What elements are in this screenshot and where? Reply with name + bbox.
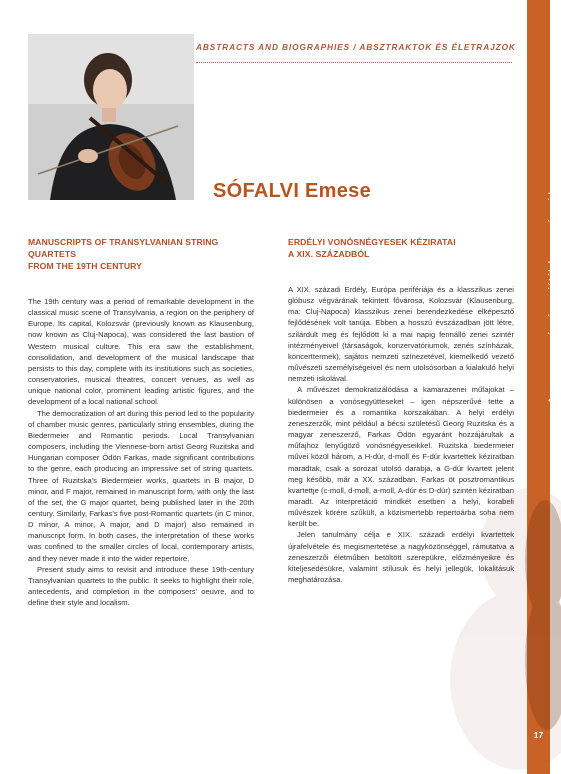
- header-rule: [196, 62, 512, 63]
- english-title: [28, 236, 254, 272]
- hungarian-paragraph-2: A művészet demokratizálódása a kamarazenei műfajokat – különösen a vonósegyütteseket – igen népszerűvé tette a biedermeier és a romantika korszakában. A helyi erdélyi zeneszerzők, mint például a bécsi születésű Georg Ruzitska és a magyar zeneszerző, Farkas Ödön egyaránt hozzájárultak a műfajhoz lenyűgöző vonósnégyeseikkel. Ruzitska biedermeier művei közül három, a H-dúr, d-moll és F-dúr kvartettek kéziratban maradtak, csak a sorozat utolsó darabja, a G-dúr kvartett jelent meg később, már a XX. században. Farkas öt posztromantikus kvartettje (c-moll, d-moll, a-moll, A-dúr és D-dúr) szintén kéziratban maradt. Az interpretáció mindkét esetben a helyi, korabeli művészek körére szűkült, a közismertebb repertoárba soha nem került be.: [288, 385, 514, 529]
- hungarian-paragraph-1: A XIX. századi Erdély, Európa perifériája és a klasszikus zenei glóbusz végvárának tekintett fővárosa, Kolozsvár (Klausenburg, ma: Cluj-Napoca) klasszikus zenei berendezkedése elképesztő fejlődésének volt tanúja. Ebben a hosszú évszázadban jött létre, szilárdult meg és fejlődött ki a mai napig fennálló zenei szintér intézményeivel (társaságok, konzervatóriumok, zenés színházak, koncerttermek), sajátos nemzeti színezetével, kiemelkedő vezető művészeti személyiségeivel és nem utolsósorban a kialakuló helyi nemzeti iskolával.: [288, 285, 514, 384]
- english-title-line1: MANUSCRIPTS OF TRANSYLVANIAN STRING QUARTETS: [28, 237, 219, 259]
- author-photo: [28, 34, 194, 200]
- hungarian-paragraph-3: Jelen tanulmány célja e XIX. századi erdélyi kvartettek újrafelvétele és megismertetése a nagyközönséggel, rámutatva a zeneszerzői életműben betöltött szerepükre, előzményeikre és kiteljesedésükre, valamint stílusuk és helyi jellegük, lokalitásuk meghatározása.: [288, 530, 514, 585]
- english-paragraph-1: The 19th century was a period of remarkable development in the classical music scene of Transylvania, a region on the periphery of Europe. Its capital, Kolozsvár (previously known as Klausenburg, now known as Cluj-Napoca), was considered the last bastion of Western musical culture. This era saw the establishment, consolidation, and development of the musical landscape that persists to this day, complete with its institutions such as societies, conservatories, musical theatres, concert venues, as well as unique national color, prominent leading artistic figures, and the development of a local national school.: [28, 297, 254, 407]
- portrait-illustration: [28, 34, 194, 200]
- sidebar-band: [527, 0, 559, 774]
- english-paragraph-3: Present study aims to revisit and introduce these 19th-century Transylvanian quartets to the public. It seeks to highlight their role, antecedents, and completion in the composers' oeuvre, and to define their style and localism.: [28, 564, 254, 608]
- hungarian-title: [288, 236, 514, 260]
- author-name: SÓFALVI Emese: [213, 180, 372, 202]
- running-header: ABSTRACTS AND BIOGRAPHIES / ABSZTRAKTOK ÉS ÉLETRAJZOK: [196, 42, 516, 52]
- sidebar-label: A magyar vonósnégyesjáték hagyományai I.: [547, 188, 559, 404]
- english-column: [28, 236, 254, 608]
- hungarian-title-line2: A XIX. SZÁZADBÓL: [288, 249, 370, 259]
- hungarian-title-line1: ERDÉLYI VONÓSNÉGYESEK KÉZIRATAI: [288, 237, 456, 247]
- english-paragraph-2: The democratization of art during this period led to the popularity of chamber music genres, particularly string ensembles, during the Biedermeier and Romantic periods. Local Transylvanian composers, including the Viennese-born artist Georg Ruzitska and Hungarian composer Ödön Farkas, made significant contributions to the genre, each producing an impressive set of string quartets. Three of Ruzitska's Biedermeier works, quartets in B major, D minor, and F major, remained in manuscript form, with only the last of the set, the G major quartet, being published later in the 20th century. Similarly, Farkas's five post-Romantic quartets (in C minor, D minor, A minor, A major, and D major) also remained in manuscript form. In both cases, the interpretation of these works was confined to the smaller circles of local, contemporary artists, and they never made it into the wider repertoire.: [28, 408, 254, 563]
- english-title-line2: FROM THE 19TH CENTURY: [28, 261, 142, 271]
- sidebar-label-wrap: [531, 188, 559, 404]
- page-number: 17: [533, 730, 544, 740]
